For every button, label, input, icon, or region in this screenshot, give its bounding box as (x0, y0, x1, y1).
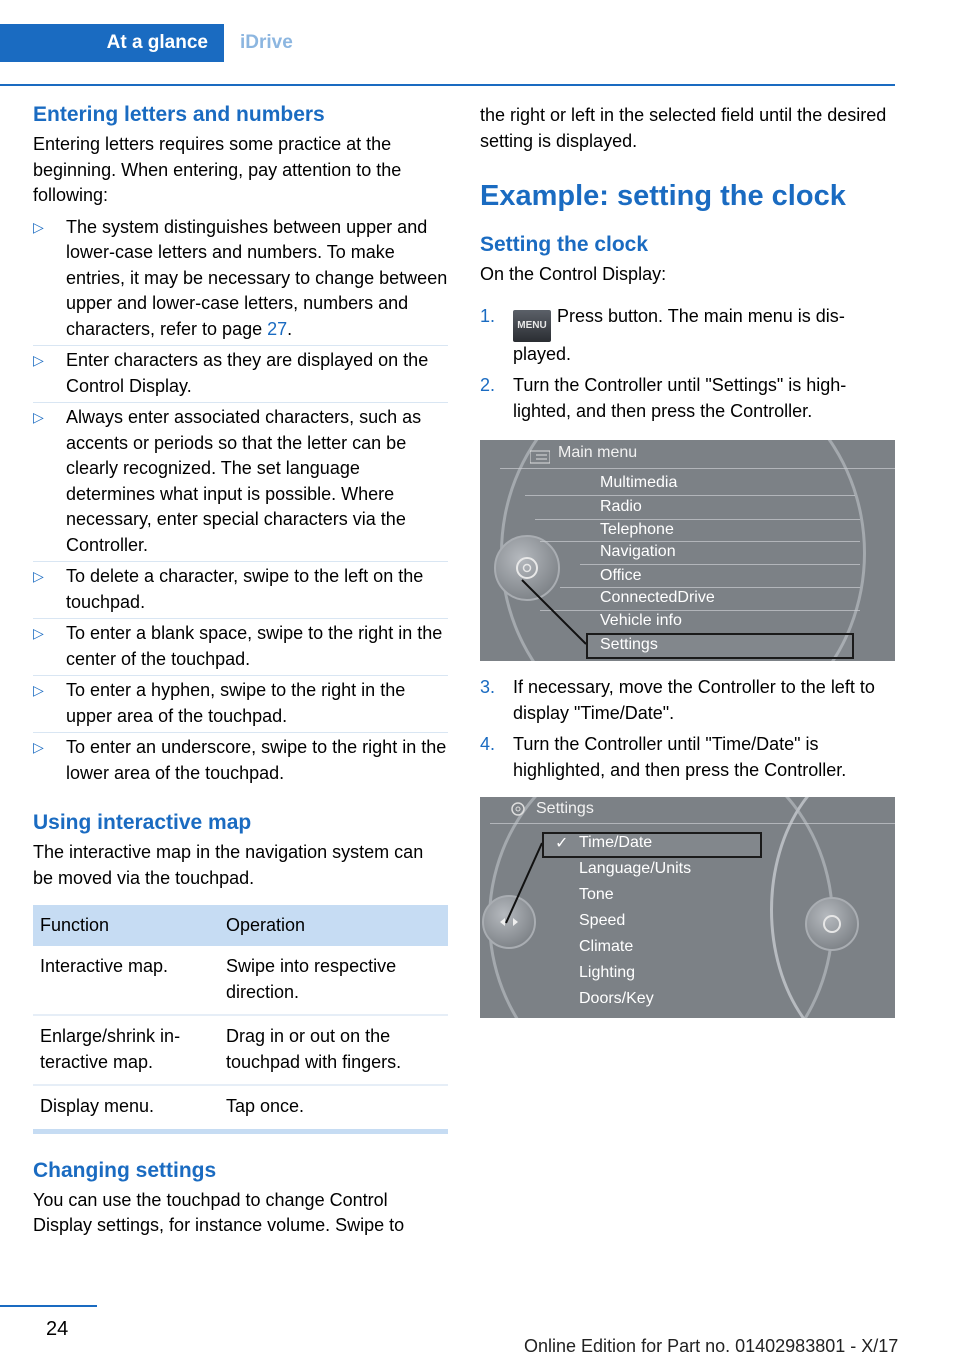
section-title-entering-letters: Entering letters and numbers (33, 103, 325, 126)
list-item: ▷ To enter a blank space, swipe to the right in the center of the touchpad. (33, 621, 448, 672)
tab-idrive[interactable]: iDrive (240, 32, 293, 53)
left-column (33, 100, 448, 1239)
step-number: 1. (480, 305, 496, 326)
menu-item-selected: Time/Date (579, 834, 653, 851)
list-item: 3. If necessary, move the Controller to the left to display "Time/Date". (480, 677, 875, 723)
menu-item: Navigation (600, 543, 676, 560)
screen-title: Settings (536, 800, 594, 817)
subheading-setting-clock: Setting the clock (480, 233, 649, 256)
instructions-intro: On the Control Display: (480, 264, 667, 284)
header-rule (0, 84, 895, 86)
triangle-bullet-icon: ▷ (33, 352, 44, 368)
table-cell: Interactive map. (33, 946, 219, 1015)
table-cell: Drag in or out on the touchpad with fingers. (219, 1015, 448, 1085)
menu-item: Doors/Key (579, 990, 654, 1007)
table-cell: Swipe into respective direction. (219, 946, 448, 1015)
list-item: ▷ The system distinguishes between upper and lower-case letters and numbers. To make entries, it may be necessary to change between upper and lower-case letters, numbers and characters, refer to page 27. (33, 215, 448, 343)
triangle-bullet-icon: ▷ (33, 682, 44, 698)
menu-item: Tone (579, 886, 614, 903)
footer-rule (0, 1305, 97, 1307)
menu-button-icon: MENU (513, 310, 551, 342)
section-title-interactive-map: Using interactive map (33, 811, 252, 834)
table-row (33, 1085, 448, 1131)
table-cell: Display menu. (33, 1085, 219, 1131)
chapter-tabs (0, 24, 895, 62)
continued-text: the right or left in the selected field until the desired setting is displayed. (480, 105, 887, 151)
section-title-changing-settings: Changing settings (33, 1158, 217, 1182)
column-header-function: Function (33, 905, 219, 946)
triangle-bullet-icon: ▷ (33, 218, 44, 235)
list-item: 2. Turn the Controller until "Settings" is highlighted, and then press the Controller. (480, 375, 847, 421)
bullet-list (33, 215, 448, 787)
table-row (33, 1015, 448, 1085)
step-number: 3. (480, 677, 496, 697)
menu-item: Multimedia (600, 474, 678, 491)
list-item: ▷ To delete a character, swipe to the left on the touchpad. (33, 564, 448, 615)
page-link[interactable]: 27 (267, 318, 288, 339)
menu-list-icon (530, 450, 550, 464)
menu-item: Lighting (579, 964, 636, 981)
steps-list-b (480, 675, 895, 783)
list-item: ▷ To enter a hyphen, swipe to the right in the upper area of the touchpad. (33, 678, 448, 729)
triangle-bullet-icon: ▷ (33, 739, 44, 755)
table-cell: Enlarge/shrink interactive map. (33, 1015, 219, 1085)
menu-item: Speed (579, 912, 626, 929)
screen-title: Main menu (558, 444, 638, 461)
triangle-bullet-icon: ▷ (33, 568, 44, 584)
menu-item: Telephone (600, 521, 674, 538)
column-header-operation: Operation (219, 905, 448, 946)
page-number: 24 (46, 1318, 69, 1340)
menu-item-selected: Settings (600, 636, 658, 653)
list-item: 1. MENU Press button. The main menu is displayed. (480, 305, 845, 364)
settings-knob-icon (805, 897, 859, 951)
gear-icon (508, 799, 528, 819)
main-menu-screenshot (480, 440, 895, 661)
triangle-bullet-icon: ▷ (33, 409, 44, 425)
section-intro: The interactive map in the navigation system can be moved via the touchpad. (33, 842, 424, 888)
settings-screenshot (480, 797, 895, 1018)
list-item: ▷ Enter characters as they are displayed on the Control Display. (33, 348, 448, 399)
menu-item: Vehicle info (600, 612, 682, 629)
menu-item: ConnectedDrive (600, 589, 715, 606)
menu-item: Climate (579, 938, 634, 955)
menu-item: Radio (600, 498, 642, 515)
tab-at-a-glance[interactable]: At a glance (0, 24, 224, 62)
step-number: 2. (480, 375, 496, 395)
table-row (33, 946, 448, 1015)
section-intro: Entering letters requires some practice at the beginning. When entering, pay attention to the following: (33, 134, 402, 205)
right-column (480, 100, 895, 1018)
menu-item: Language/Units (579, 860, 692, 877)
triangle-bullet-icon: ▷ (33, 625, 44, 641)
table-header-row (33, 905, 448, 946)
edition-note: Online Edition for Part no. 01402983801 - X/17 (524, 1336, 899, 1356)
step-number: 4. (480, 734, 496, 754)
list-item: ▷ To enter an underscore, swipe to the right in the lower area of the touchpad. (33, 737, 447, 783)
steps-list-a (480, 304, 895, 425)
function-table (33, 905, 448, 1134)
section-text: You can use the touchpad to change Control Display settings, for instance volume. Swipe to (33, 1189, 405, 1235)
page-heading-clock: Example: setting the clock (480, 180, 846, 212)
list-item: 4. Turn the Controller until "Time/Date" is highlighted, and then press the Controller. (480, 734, 847, 780)
list-item: ▷ Always enter associated characters, such as accents or periods so that the letter can be clearly recognized. The set language determines what input is possible. Where necessary, enter special characters via the Controller. (33, 405, 448, 558)
menu-item: Office (600, 567, 642, 584)
checkmark-icon: ✓ (555, 835, 569, 852)
table-cell: Tap once. (219, 1085, 448, 1131)
